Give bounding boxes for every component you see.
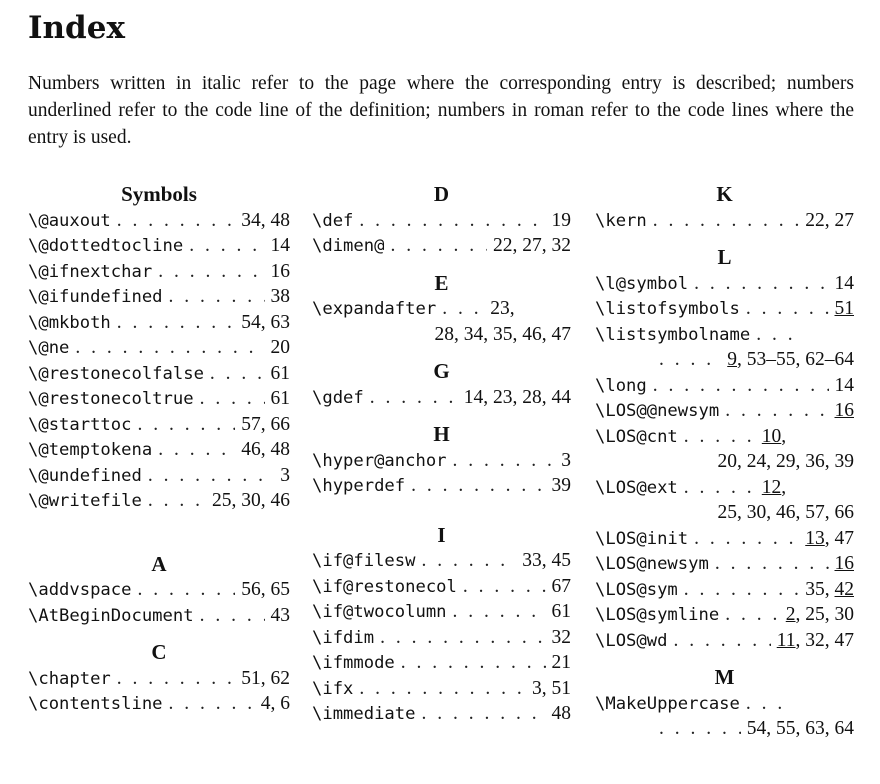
entry-pages: 48 bbox=[551, 703, 571, 724]
index-entry bbox=[312, 650, 571, 676]
entry-term: \listofsymbols bbox=[595, 299, 740, 319]
entry-pages: 56, 65 bbox=[241, 579, 290, 600]
section-heading-l: L bbox=[717, 245, 732, 269]
entry-pages: 9, 53–55, 62–64 bbox=[727, 349, 854, 370]
index-entry bbox=[595, 691, 854, 717]
entry-pages: 10, bbox=[761, 425, 787, 447]
entry-pages: 16 bbox=[834, 400, 854, 421]
section-spacer bbox=[28, 628, 290, 640]
section-heading-i: I bbox=[437, 522, 446, 547]
section-spacer bbox=[595, 653, 854, 665]
leader-dots bbox=[169, 691, 255, 717]
entry-pages: 34, 48 bbox=[241, 209, 290, 231]
entry-term: \@ifnextchar bbox=[28, 261, 153, 282]
index-entry bbox=[312, 296, 571, 322]
entry-term: \if@twocolumn bbox=[312, 602, 447, 622]
index-entry bbox=[28, 666, 290, 692]
entry-term: \ifx bbox=[312, 678, 354, 699]
leader-dots bbox=[756, 322, 794, 348]
entry-term: \gdef bbox=[312, 387, 364, 408]
index-entry bbox=[595, 271, 854, 297]
entry-pages: 67 bbox=[551, 575, 571, 597]
index-entry bbox=[595, 551, 854, 577]
entry-term: \dimen@ bbox=[312, 236, 385, 256]
entry-term: \LOS@sym bbox=[595, 579, 678, 600]
leader-dots bbox=[158, 259, 264, 285]
entry-term: \long bbox=[595, 375, 647, 396]
leader-dots bbox=[370, 385, 458, 411]
leader-dots bbox=[148, 488, 206, 514]
leader-dots bbox=[684, 577, 799, 603]
index-column-2 bbox=[312, 182, 571, 727]
symbols-entries bbox=[28, 208, 290, 514]
entry-term: \AtBeginDocument bbox=[28, 605, 194, 626]
leader-dots bbox=[725, 602, 780, 628]
entry-term: \ifmmode bbox=[312, 653, 395, 673]
index-entry bbox=[595, 602, 854, 628]
entry-pages: 3 bbox=[280, 464, 290, 486]
index-entry bbox=[595, 296, 854, 322]
leader-dots bbox=[659, 716, 741, 742]
leader-dots bbox=[463, 574, 546, 600]
index-entry bbox=[312, 574, 571, 600]
index-entry bbox=[595, 577, 854, 603]
leader-dots bbox=[694, 271, 828, 297]
index-entry bbox=[312, 625, 571, 651]
section-spacer bbox=[312, 259, 571, 271]
leader-dots bbox=[694, 526, 799, 552]
index-entry bbox=[28, 259, 290, 285]
leader-dots bbox=[158, 437, 235, 463]
entry-pages: 43 bbox=[270, 604, 290, 626]
entry-pages: 22, 27 bbox=[805, 209, 854, 231]
entry-pages: 12, bbox=[761, 476, 787, 498]
index-entry-continued bbox=[595, 716, 854, 742]
entry-pages-continued: 28, 34, 35, 46, 47 bbox=[434, 323, 571, 345]
section-spacer bbox=[312, 499, 571, 523]
leader-dots bbox=[442, 296, 484, 322]
entry-pages: 54, 63 bbox=[241, 311, 290, 333]
index-entry bbox=[312, 385, 571, 411]
section-spacer bbox=[595, 233, 854, 245]
index-entry-continued bbox=[595, 347, 854, 373]
entry-pages: 46, 48 bbox=[241, 439, 290, 460]
entry-pages: 2, 25, 30 bbox=[785, 604, 854, 625]
entry-term: \chapter bbox=[28, 668, 111, 689]
entry-term: \@mkboth bbox=[28, 312, 111, 333]
leader-dots bbox=[189, 233, 264, 259]
entry-term: \hyperdef bbox=[312, 476, 406, 496]
index-entry bbox=[28, 488, 290, 514]
leader-dots bbox=[117, 666, 235, 692]
entry-term: \expandafter bbox=[312, 299, 437, 319]
entry-term: \def bbox=[312, 210, 354, 231]
section-heading-a: A bbox=[151, 551, 167, 576]
entry-pages: 32 bbox=[551, 626, 571, 648]
leader-dots bbox=[746, 296, 829, 322]
entry-term: \l@symbol bbox=[595, 273, 689, 294]
leader-dots bbox=[137, 577, 235, 603]
entry-pages: 14, 23, 28, 44 bbox=[463, 386, 571, 408]
entry-term: \@temptokena bbox=[28, 440, 153, 460]
index-entry bbox=[28, 284, 290, 310]
leader-dots bbox=[421, 701, 545, 727]
leader-dots bbox=[401, 650, 546, 676]
index-entry bbox=[312, 448, 571, 474]
leader-dots bbox=[411, 473, 545, 499]
leader-dots bbox=[746, 691, 794, 717]
index-entry bbox=[28, 412, 290, 438]
entry-pages: 61 bbox=[551, 601, 571, 622]
entry-pages: 22, 27, 32 bbox=[493, 235, 571, 256]
entry-pages: 39 bbox=[551, 475, 571, 496]
entry-term: \LOS@newsym bbox=[595, 554, 709, 574]
leader-dots bbox=[359, 676, 526, 702]
index-entry bbox=[28, 603, 290, 629]
index-entry bbox=[28, 361, 290, 387]
index-entry bbox=[312, 548, 571, 574]
index-column-1 bbox=[28, 182, 290, 717]
entry-term: \if@restonecol bbox=[312, 576, 457, 597]
index-entry bbox=[312, 233, 571, 259]
entry-term: \@ifundefined bbox=[28, 287, 163, 307]
section-spacer bbox=[312, 410, 571, 422]
index-entry bbox=[312, 599, 571, 625]
index-entry bbox=[28, 335, 290, 361]
leader-dots bbox=[380, 625, 545, 651]
leader-dots bbox=[715, 551, 829, 577]
index-entry bbox=[595, 526, 854, 552]
index-entry bbox=[595, 628, 854, 654]
entry-term: \immediate bbox=[312, 704, 416, 724]
index-entry bbox=[312, 473, 571, 499]
index-entry bbox=[28, 463, 290, 489]
leader-dots bbox=[359, 208, 545, 234]
leader-dots bbox=[453, 448, 556, 474]
entry-term: \@writefile bbox=[28, 491, 142, 511]
entry-pages: 14 bbox=[834, 374, 854, 396]
entry-term: \@dottedtocline bbox=[28, 236, 184, 256]
index-entry bbox=[595, 208, 854, 234]
entry-term: \@auxout bbox=[28, 210, 111, 231]
entry-pages: 54, 55, 63, 64 bbox=[746, 718, 854, 739]
entry-term: \@starttoc bbox=[28, 414, 132, 435]
index-entry bbox=[595, 373, 854, 399]
leader-dots bbox=[453, 599, 546, 625]
entry-pages: 33, 45 bbox=[522, 550, 571, 571]
entry-term: \contentsline bbox=[28, 694, 163, 714]
entry-term: \LOS@wd bbox=[595, 630, 668, 651]
entry-term: \MakeUppercase bbox=[595, 693, 740, 714]
section-heading-k: K bbox=[716, 182, 733, 206]
section-heading-h: H bbox=[433, 422, 450, 446]
index-entry bbox=[595, 475, 854, 501]
leader-dots bbox=[137, 412, 235, 438]
entry-pages-continued: 25, 30, 46, 57, 66 bbox=[717, 502, 854, 523]
entry-term: \LOS@cnt bbox=[595, 426, 678, 447]
leader-dots bbox=[653, 373, 829, 399]
index-column-3 bbox=[595, 182, 854, 742]
index-entry bbox=[28, 386, 290, 412]
leader-dots bbox=[421, 548, 516, 574]
leader-dots bbox=[200, 386, 265, 412]
entry-term: \LOS@symline bbox=[595, 605, 720, 625]
leader-dots bbox=[725, 398, 828, 424]
entry-pages: 21 bbox=[551, 652, 571, 673]
index-entry bbox=[595, 424, 854, 450]
entry-pages: 38 bbox=[270, 286, 290, 307]
intro-paragraph: Numbers written in italic refer to the page where the corresponding entry is described; numbers underlined refer to the code line of the definition; numbers in roman refer to the code lines where the entry is used. bbox=[28, 73, 854, 148]
section-heading-m: M bbox=[714, 665, 735, 689]
leader-dots bbox=[117, 310, 235, 336]
section-spacer bbox=[312, 347, 571, 359]
entry-pages-continued: 20, 24, 29, 36, 39 bbox=[717, 451, 854, 472]
leader-dots bbox=[684, 424, 756, 450]
entry-pages: 35, 42 bbox=[805, 578, 854, 600]
entry-term: \ifdim bbox=[312, 627, 375, 648]
entry-term: \@undefined bbox=[28, 465, 142, 486]
entry-term: \addvspace bbox=[28, 580, 132, 600]
index-entry bbox=[312, 701, 571, 727]
index-entry bbox=[28, 691, 290, 717]
leader-dots bbox=[200, 603, 265, 629]
index-entry bbox=[28, 208, 290, 234]
entry-pages: 51 bbox=[834, 298, 854, 319]
entry-pages: 25, 30, 46 bbox=[212, 490, 290, 511]
entry-term: \@ne bbox=[28, 338, 70, 358]
leader-dots bbox=[390, 233, 487, 259]
entry-pages: 16 bbox=[270, 260, 290, 282]
entry-pages: 4, 6 bbox=[260, 693, 290, 714]
section-heading-d: D bbox=[433, 182, 450, 206]
entry-term: \LOS@@newsym bbox=[595, 401, 720, 421]
section-spacer bbox=[28, 514, 290, 552]
index-entry bbox=[595, 322, 854, 348]
entry-pages: 16 bbox=[834, 553, 854, 574]
index-entry bbox=[28, 437, 290, 463]
entry-pages: 3 bbox=[561, 449, 571, 471]
entry-term: \@restonecoltrue bbox=[28, 389, 194, 409]
leader-dots bbox=[659, 347, 721, 373]
index-entry bbox=[312, 208, 571, 234]
leader-dots bbox=[75, 335, 264, 361]
leader-dots bbox=[169, 284, 265, 310]
leader-dots bbox=[117, 208, 235, 234]
entry-term: \LOS@init bbox=[595, 528, 689, 549]
entry-pages: 51, 62 bbox=[241, 667, 290, 689]
entry-pages: 11, 32, 47 bbox=[776, 629, 854, 651]
entry-pages: 20 bbox=[270, 337, 290, 358]
entry-term: \@restonecolfalse bbox=[28, 363, 204, 384]
entry-term: \listsymbolname bbox=[595, 324, 751, 345]
entry-term: \LOS@ext bbox=[595, 477, 678, 498]
entry-pages: 14 bbox=[270, 235, 290, 256]
leader-dots bbox=[684, 475, 756, 501]
index-entry bbox=[312, 676, 571, 702]
index-entry bbox=[28, 310, 290, 336]
leader-dots bbox=[210, 361, 265, 387]
index-entry bbox=[28, 233, 290, 259]
leader-dots bbox=[653, 208, 800, 234]
entry-term: \hyper@anchor bbox=[312, 450, 447, 471]
section-heading-symbols: Symbols bbox=[121, 182, 197, 206]
entry-pages: 19 bbox=[551, 209, 571, 231]
entry-pages: 14 bbox=[834, 272, 854, 294]
entry-term: \if@filesw bbox=[312, 551, 416, 571]
index-entry bbox=[28, 577, 290, 603]
entry-term: \kern bbox=[595, 210, 647, 231]
section-heading-e: E bbox=[434, 270, 449, 295]
leader-dots bbox=[673, 628, 770, 654]
entry-pages: 13, 47 bbox=[805, 527, 854, 549]
entry-pages: 61 bbox=[270, 362, 290, 384]
page-title: Index bbox=[28, 10, 125, 46]
section-heading-c: C bbox=[151, 640, 167, 664]
entry-pages: 23, bbox=[490, 298, 515, 319]
entry-pages: 61 bbox=[270, 388, 290, 409]
entry-pages: 57, 66 bbox=[241, 413, 290, 435]
section-heading-g: G bbox=[433, 359, 450, 383]
index-entry bbox=[595, 398, 854, 424]
leader-dots bbox=[148, 463, 274, 489]
entry-pages: 3, 51 bbox=[532, 677, 571, 699]
